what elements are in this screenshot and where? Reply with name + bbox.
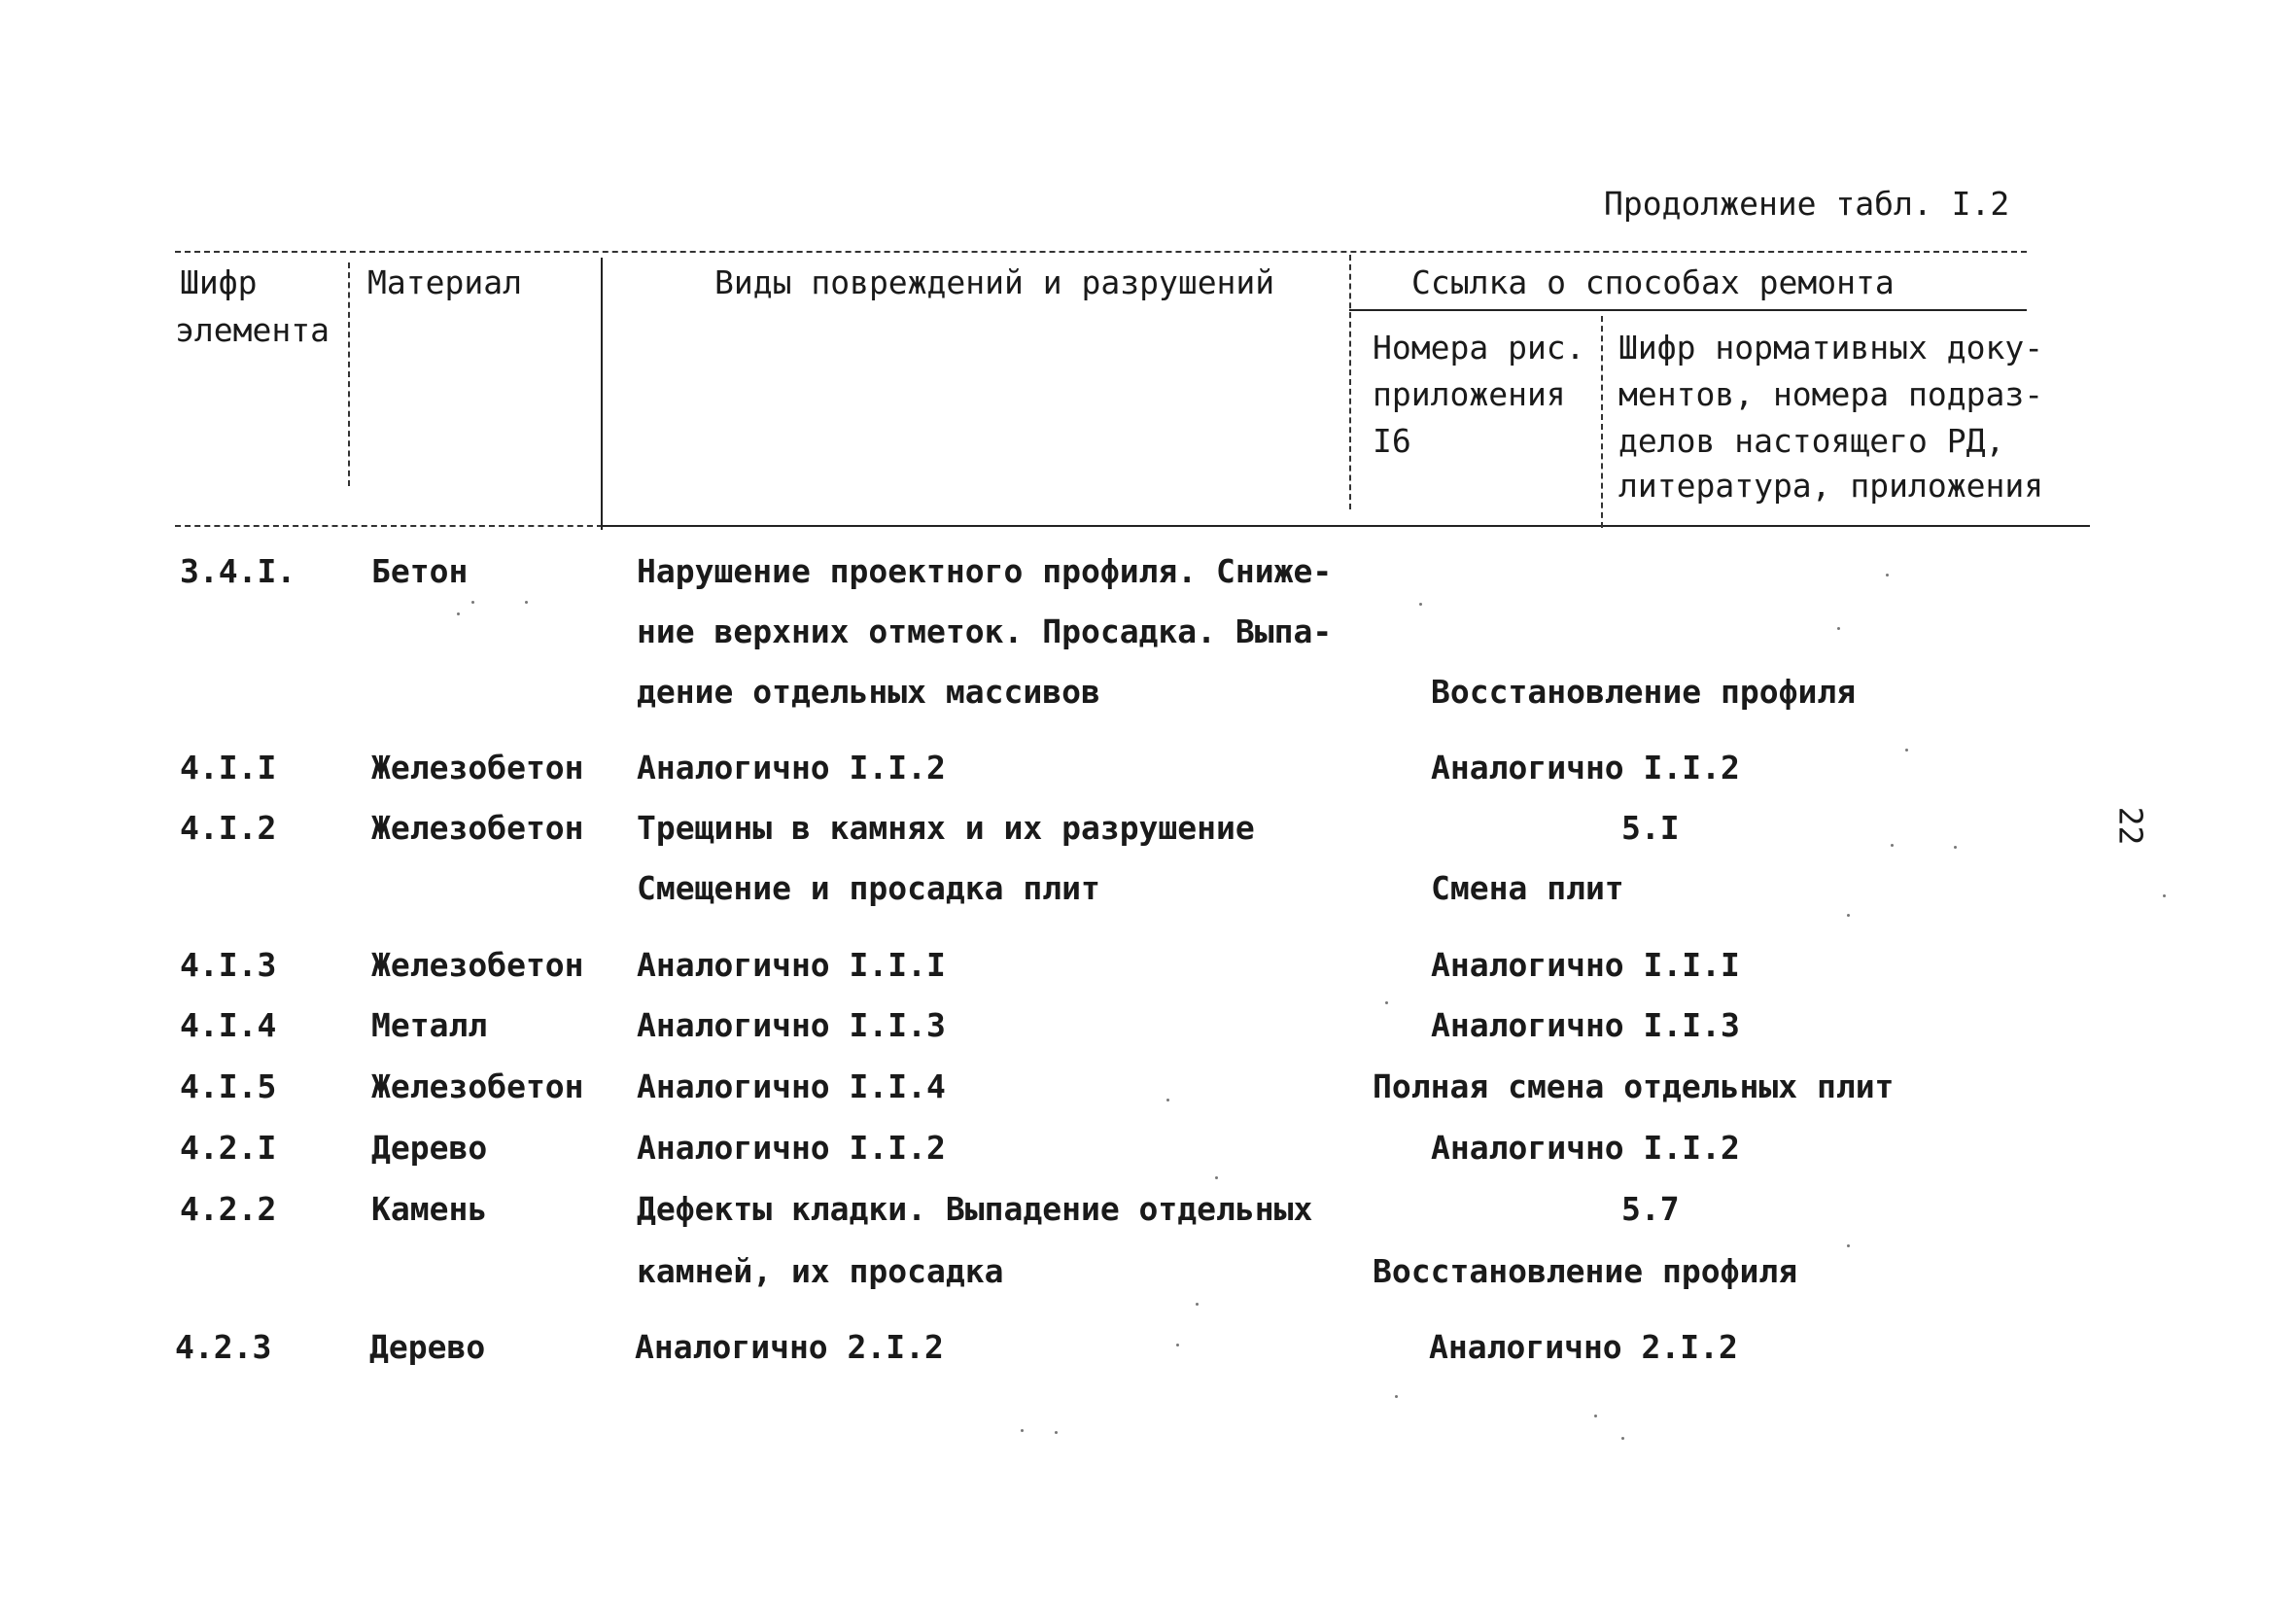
scan-speck bbox=[1847, 914, 1850, 917]
row-damage-line: камней, их просадка bbox=[637, 1252, 1004, 1290]
row-damage-line: Нарушение проектного профиля. Сниже- bbox=[637, 552, 1333, 590]
row-repair: Восстановление профиля bbox=[1431, 673, 1857, 711]
row-material: Железобетон bbox=[371, 749, 584, 787]
scan-speck bbox=[1847, 1244, 1850, 1247]
row-repair: Аналогично I.I.2 bbox=[1431, 1129, 1740, 1167]
row-damage-line: Аналогично I.I.4 bbox=[637, 1067, 946, 1105]
scan-speck bbox=[1196, 1303, 1199, 1306]
header-top-rule bbox=[175, 251, 2027, 253]
row-repair: 5.7 bbox=[1621, 1190, 1680, 1228]
header-sep-fig bbox=[1601, 316, 1603, 528]
header-docs-line2: ментов, номера подраз- bbox=[1618, 375, 2044, 413]
header-fig-line1: Номера рис. bbox=[1373, 329, 1585, 367]
header-sep-material bbox=[601, 258, 603, 530]
row-damage-line: Аналогично I.I.3 bbox=[637, 1006, 946, 1044]
row-material: Бетон bbox=[371, 552, 469, 590]
row-repair: Аналогично I.I.3 bbox=[1431, 1006, 1740, 1044]
header-fig-line2: приложения bbox=[1373, 375, 1566, 413]
row-damage-line: Трещины в камнях и их разрушение bbox=[637, 809, 1255, 847]
row-code: 4.I.5 bbox=[180, 1067, 277, 1105]
scan-speck bbox=[1837, 627, 1840, 630]
scan-speck bbox=[1395, 1395, 1398, 1398]
row-repair-secondary: Смена плит bbox=[1431, 869, 1624, 907]
scan-speck bbox=[2163, 894, 2166, 897]
header-docs-line4: литература, приложения bbox=[1618, 467, 2044, 505]
header-sep-damage bbox=[1349, 255, 1351, 509]
row-material: Дерево bbox=[369, 1328, 486, 1366]
scan-speck bbox=[471, 601, 474, 604]
row-code: 4.2.I bbox=[180, 1129, 277, 1167]
header-docs-line3: делов настоящего РД, bbox=[1618, 422, 2005, 460]
row-material: Дерево bbox=[371, 1129, 488, 1167]
header-docs-line1: Шифр нормативных доку- bbox=[1618, 329, 2044, 367]
header-fig-line3: I6 bbox=[1373, 422, 1411, 460]
row-repair: Аналогично 2.I.2 bbox=[1429, 1328, 1738, 1366]
row-damage-line: Аналогично 2.I.2 bbox=[635, 1328, 944, 1366]
row-material: Камень bbox=[371, 1190, 488, 1228]
row-code: 4.I.3 bbox=[180, 946, 277, 984]
scan-speck bbox=[525, 601, 528, 604]
row-repair: Полная смена отдельных плит bbox=[1373, 1067, 1895, 1105]
row-code: 4.2.2 bbox=[180, 1190, 277, 1228]
header-material: Материал bbox=[367, 263, 522, 301]
row-material: Железобетон bbox=[371, 1067, 584, 1105]
scan-speck bbox=[1594, 1415, 1597, 1417]
scan-speck bbox=[457, 612, 460, 615]
scan-speck bbox=[1905, 749, 1908, 752]
row-material: Металл bbox=[371, 1006, 488, 1044]
header-subrule bbox=[1349, 309, 2027, 311]
row-repair-secondary: Восстановление профиля bbox=[1373, 1252, 1798, 1290]
row-code: 4.I.2 bbox=[180, 809, 277, 847]
scan-speck bbox=[1166, 1099, 1169, 1101]
row-damage-line: Аналогично I.I.I bbox=[637, 946, 946, 984]
row-damage-line: Аналогично I.I.2 bbox=[637, 749, 946, 787]
header-code-line2: элемента bbox=[175, 311, 330, 349]
row-code: 4.I.I bbox=[180, 749, 277, 787]
row-damage-line: Смещение и просадка плит bbox=[637, 869, 1100, 907]
row-material: Железобетон bbox=[371, 946, 584, 984]
header-damage: Виды повреждений и разрушений bbox=[714, 263, 1275, 301]
header-bottom-rule-right bbox=[603, 525, 2090, 527]
row-repair: Аналогично I.I.2 bbox=[1431, 749, 1740, 787]
scan-speck bbox=[1886, 574, 1889, 577]
scan-speck bbox=[1954, 846, 1957, 849]
header-repair-ref: Ссылка о способах ремонта bbox=[1411, 263, 1895, 301]
row-damage-line: Дефекты кладки. Выпадение отдельных bbox=[637, 1190, 1313, 1228]
row-code: 4.2.3 bbox=[175, 1328, 272, 1366]
scan-speck bbox=[1055, 1431, 1058, 1434]
scan-speck bbox=[1621, 1437, 1624, 1440]
table-caption: Продолжение табл. I.2 bbox=[1604, 185, 2010, 223]
scan-speck bbox=[1891, 844, 1894, 847]
header-code-line1: Шифр bbox=[180, 263, 258, 301]
page-number: 22 bbox=[2111, 806, 2150, 846]
row-material: Железобетон bbox=[371, 809, 584, 847]
scan-speck bbox=[1021, 1429, 1024, 1432]
scan-speck bbox=[1215, 1176, 1218, 1179]
row-code: 4.I.4 bbox=[180, 1006, 277, 1044]
row-code: 3.4.I. bbox=[180, 552, 296, 590]
scan-speck bbox=[1385, 1001, 1388, 1004]
row-damage-line: ние верхних отметок. Просадка. Выпа- bbox=[637, 612, 1333, 650]
header-sep-code bbox=[348, 262, 350, 486]
scan-speck bbox=[1419, 603, 1422, 606]
row-damage-line: дение отдельных массивов bbox=[637, 673, 1100, 711]
scan-speck bbox=[1176, 1344, 1179, 1346]
row-repair: 5.I bbox=[1621, 809, 1680, 847]
header-bottom-rule-left bbox=[175, 525, 603, 527]
row-damage-line: Аналогично I.I.2 bbox=[637, 1129, 946, 1167]
row-repair: Аналогично I.I.I bbox=[1431, 946, 1740, 984]
